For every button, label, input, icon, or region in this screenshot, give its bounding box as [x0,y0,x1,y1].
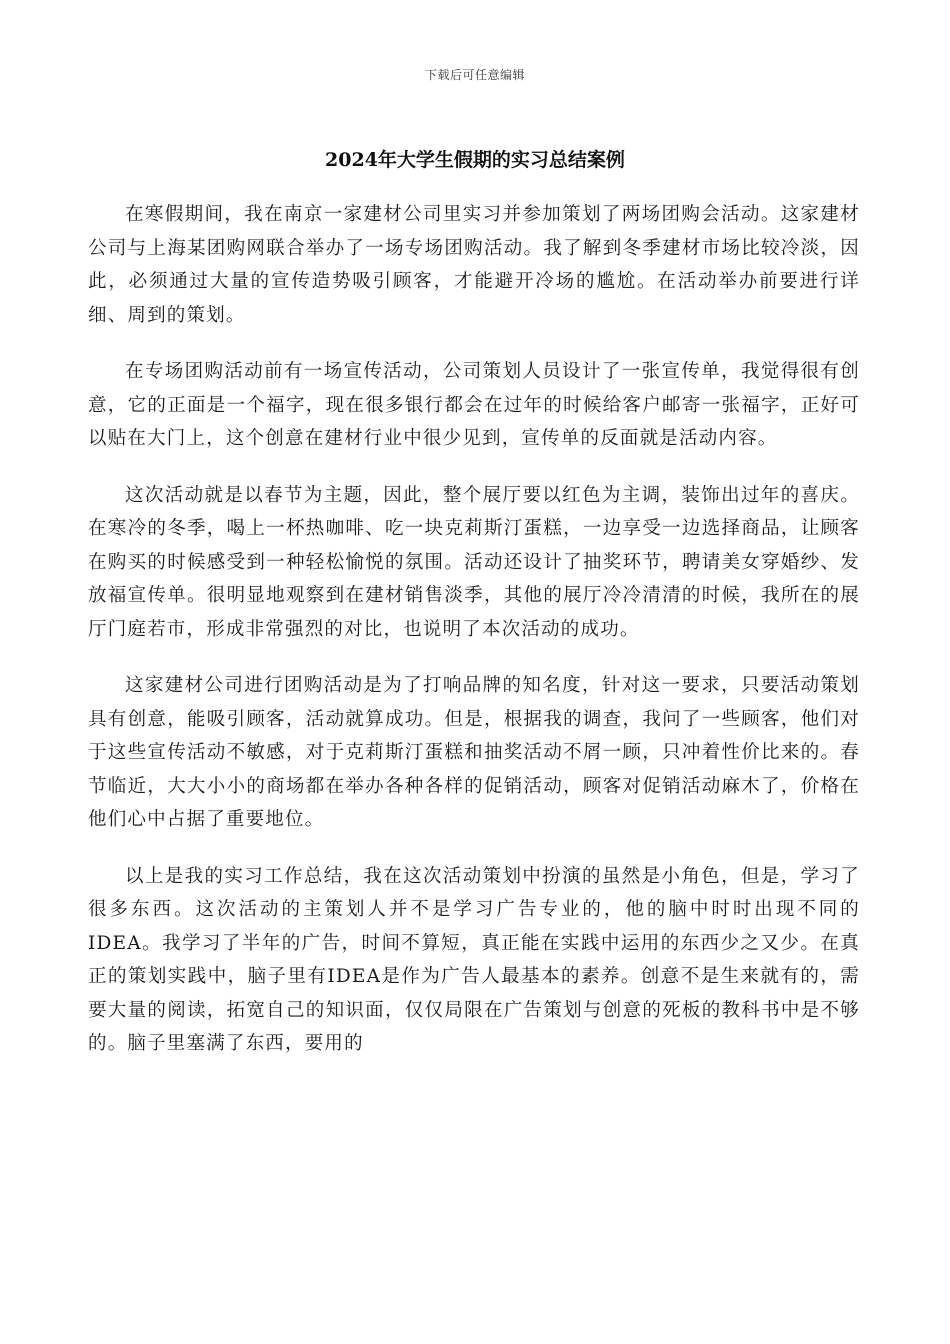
header-note: 下载后可任意编辑 [424,68,525,82]
document-title: 2024年大学生假期的实习总结案例 [325,149,625,171]
document-body [88,198,860,1084]
paragraph-5: 以上是我的实习工作总结，我在这次活动策划中扮演的虽然是小角色，但是，学习了很多东西。这次活动的主策划人并不是学习广告专业的，他的脑中时时出现不同的IDEA。我学习了半年的广告，时间不算短，真正能在实践中运用的东西少之又少。在真正的策划实践中，脑子里有IDEA是作为广告人最基本的素养。创意不是生来就有的，需要大量的阅读，拓宽自己的知识面，仅仅局限在广告策划与创意的死板的教科书中是不够的。脑子里塞满了东西，要用的 [88,865,860,1054]
paragraph-2: 在专场团购活动前有一场宣传活动，公司策划人员设计了一张宣传单，我觉得很有创意，它的正面是一个福字，现在很多银行都会在过年的时候给客户邮寄一张福字，正好可以贴在大门上，这个创意在建材行业中很少见到，宣传单的反面就是活动内容。 [88,361,860,449]
paragraph-4: 这家建材公司进行团购活动是为了打响品牌的知名度，针对这一要求，只要活动策划具有创意，能吸引顾客，活动就算成功。但是，根据我的调查，我问了一些顾客，他们对于这些宣传活动不敏感，对于克莉斯汀蛋糕和抽奖活动不屑一顾，只冲着性价比来的。春节临近，大大小小的商场都在举办各种各样的促销活动，顾客对促销活动麻木了，价格在他们心中占据了重要地位。 [88,675,860,830]
paragraph-3: 这次活动就是以春节为主题，因此，整个展厅要以红色为主调，装饰出过年的喜庆。在寒冷的冬季，喝上一杯热咖啡、吃一块克莉斯汀蛋糕，一边享受一边选择商品，让顾客在购买的时候感受到一种轻松愉悦的氛围。活动还设计了抽奖环节，聘请美女穿婚纱、发放福宣传单。很明显地观察到在建材销售淡季，其他的展厅冷冷清清的时候，我所在的展厅门庭若市，形成非常强烈的对比，也说明了本次活动的成功。 [88,484,860,640]
paragraph-1: 在寒假期间，我在南京一家建材公司里实习并参加策划了两场团购会活动。这家建材公司与上海某团购网联合举办了一场专场团购活动。我了解到冬季建材市场比较冷淡，因此，必须通过大量的宣传造势吸引顾客，才能避开冷场的尴尬。在活动举办前要进行详细、周到的策划。 [88,204,860,326]
